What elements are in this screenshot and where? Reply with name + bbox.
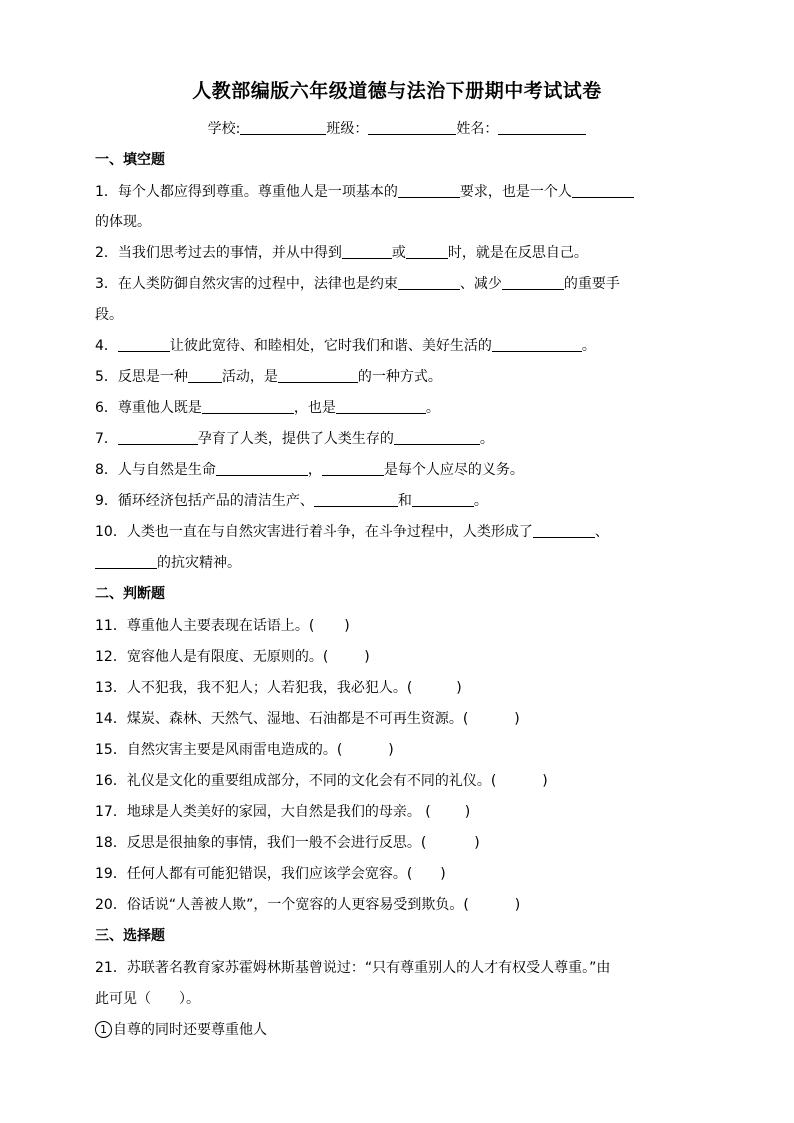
question-16: 16．礼仪是文化的重要组成部分，不同的文化会有不同的礼仪。( ) [95, 773, 548, 789]
answer-blank[interactable] [533, 524, 595, 538]
answer-blank[interactable] [336, 400, 426, 414]
question-10-cont: 的抗灾精神。 [95, 553, 705, 573]
question-18: 18．反思是很抽象的事情，我们一般不会进行反思。( ) [95, 835, 480, 851]
name-label: 姓名： [456, 121, 499, 137]
answer-blank[interactable] [502, 276, 564, 290]
question-3: 3．在人类防御自然灾害的过程中，法律也是约束 、减少 的重要手 [95, 276, 620, 292]
question-21-cont: 此可见（ ）。 [95, 991, 200, 1007]
question-15: 15．自然灾害主要是风雨雷电造成的。( ) [95, 742, 394, 758]
student-info [0, 118, 794, 138]
option-number-circle: 1 [95, 1021, 112, 1038]
question-3-cont: 段。 [95, 307, 123, 323]
answer-blank[interactable] [398, 184, 460, 198]
answer-blank[interactable] [342, 245, 392, 259]
question-17: 17．地球是人类美好的家园，大自然是我们的母亲。 ( ) [95, 804, 471, 820]
answer-blank[interactable] [394, 431, 480, 445]
name-blank[interactable] [498, 120, 586, 135]
class-blank[interactable] [368, 120, 456, 135]
question-21: 21．苏联著名教育家苏霍姆林斯基曾说过：“只有尊重别人的人才有权受人尊重。”由 [95, 960, 611, 976]
option-1-text: 自尊的同时还要尊重他人 [113, 1022, 267, 1038]
answer-blank[interactable] [278, 369, 358, 383]
question-5: 5．反思是一种 活动，是 的一种方式。 [95, 369, 442, 385]
question-10: 10．人类也一直在与自然灾害进行着斗争，在斗争过程中，人类形成了 、 [95, 524, 609, 540]
answer-blank[interactable] [314, 493, 398, 507]
answer-blank[interactable] [118, 338, 170, 352]
question-13: 13．人不犯我，我不犯人；人若犯我，我必犯人。( ) [95, 680, 462, 696]
section-judge-title: 二、判断题 [95, 586, 165, 602]
section-fill-title: 一、填空题 [95, 152, 165, 168]
question-12: 12．宽容他人是有限度、无原则的。( ) [95, 649, 370, 665]
question-11: 11．尊重他人主要表现在话语上。( ) [95, 618, 350, 634]
question-8: 8．人与自然是生命 ， 是每个人应尽的义务。 [95, 462, 524, 478]
answer-blank[interactable] [95, 555, 157, 569]
question-6: 6．尊重他人既是 ，也是 。 [95, 400, 440, 416]
question-9: 9．循环经济包括产品的清洁生产、 和 。 [95, 493, 488, 509]
section-choice-title: 三、选择题 [95, 928, 165, 944]
question-2: 2．当我们思考过去的事情，并从中得到 或 时，就是在反思自己。 [95, 245, 588, 261]
answer-blank[interactable] [398, 276, 460, 290]
question-7: 7． 孕育了人类，提供了人类生存的 。 [95, 431, 494, 447]
question-20: 20．俗话说“人善被人欺”，一个宽容的人更容易受到欺负。( ) [95, 897, 521, 913]
answer-blank[interactable] [406, 245, 448, 259]
answer-blank[interactable] [412, 493, 474, 507]
answer-blank[interactable] [202, 400, 294, 414]
question-1-cont: 的体现。 [95, 214, 151, 230]
answer-blank[interactable] [322, 462, 384, 476]
answer-blank[interactable] [216, 462, 308, 476]
class-label: 班级： [326, 121, 369, 137]
page-title: 人教部编版六年级道德与法治下册期中考试试卷 [192, 80, 602, 102]
school-blank[interactable] [240, 120, 326, 135]
answer-blank[interactable] [492, 338, 582, 352]
answer-blank[interactable] [572, 184, 634, 198]
question-1: 1．每个人都应得到尊重。尊重他人是一项基本的 要求，也是一个人 [95, 182, 705, 202]
answer-blank[interactable] [188, 369, 222, 383]
option-1[interactable] [95, 1020, 705, 1040]
school-label: 学校: [207, 121, 241, 137]
question-14: 14．煤炭、森林、天然气、湿地、石油都是不可再生资源。( ) [95, 711, 520, 727]
question-4: 4． 让彼此宽待、和睦相处，它时我们和谐、美好生活的 。 [95, 338, 596, 354]
answer-blank[interactable] [118, 431, 198, 445]
question-19: 19．任何人都有可能犯错误，我们应该学会宽容。( ) [95, 866, 446, 882]
